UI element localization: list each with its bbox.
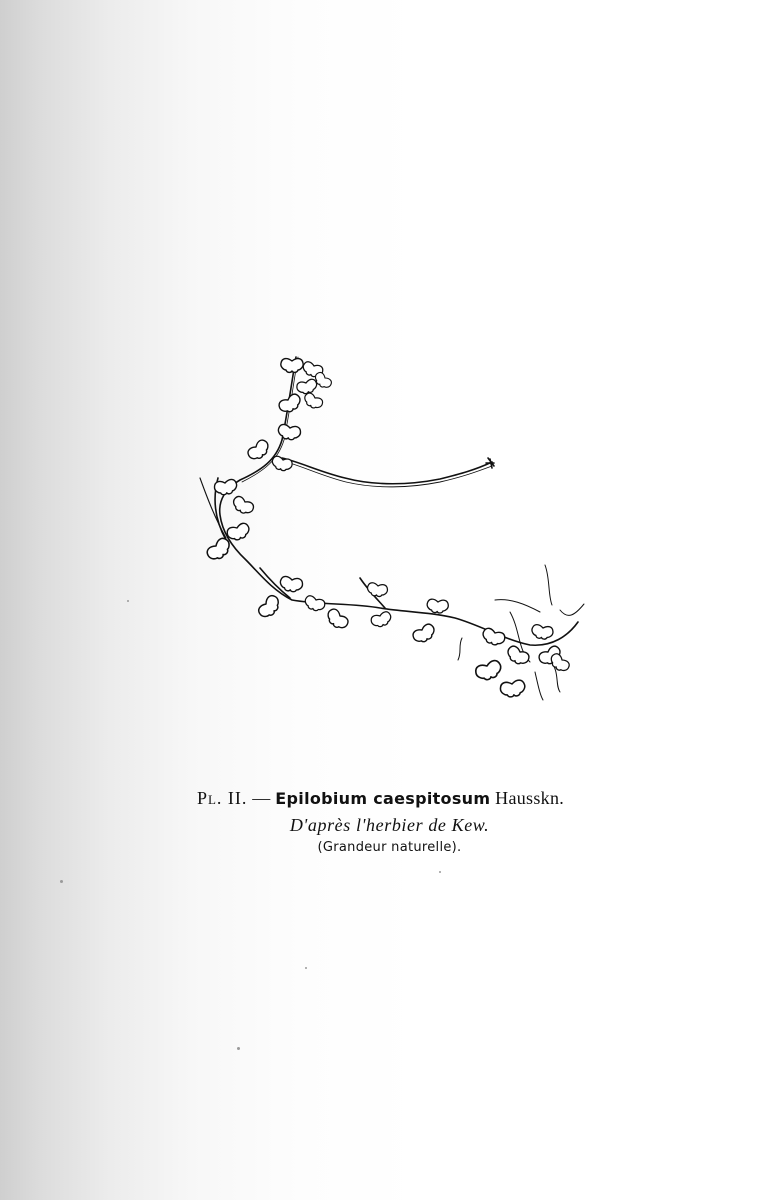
plate-caption bbox=[0, 788, 761, 809]
paper-speck bbox=[60, 880, 63, 883]
source-note: D'après l'herbier de Kew. bbox=[289, 815, 490, 835]
scale-note: (Grandeur naturelle). bbox=[317, 840, 462, 855]
paper-speck bbox=[127, 600, 129, 602]
trailing-plant-specimen-drawing bbox=[190, 340, 600, 710]
paper-speck bbox=[439, 871, 441, 873]
caption-dash: — bbox=[247, 788, 276, 808]
paper-speck bbox=[237, 1047, 240, 1050]
paper-speck bbox=[305, 967, 307, 969]
species-name: Epilobium caespitosum bbox=[275, 789, 491, 808]
species-author: Hausskn. bbox=[490, 788, 565, 808]
plate-number: Pl. II. bbox=[196, 788, 248, 808]
plant-illustration bbox=[190, 340, 600, 710]
